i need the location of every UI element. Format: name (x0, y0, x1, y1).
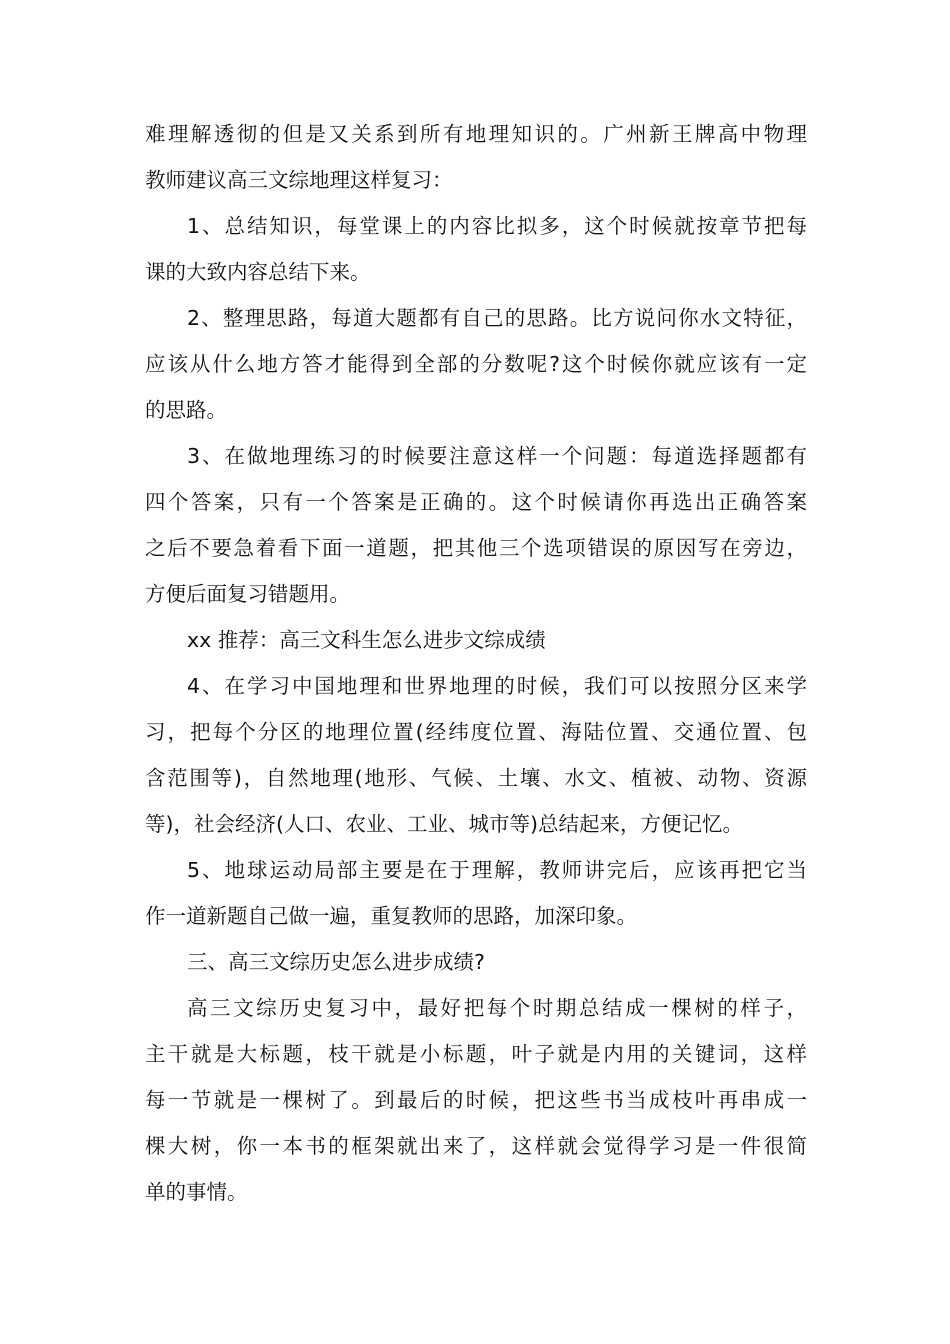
text-line: 含范围等)，自然地理(地形、气候、土壤、水文、植被、动物、资源 (145, 766, 807, 790)
text-line: 三、高三文综历史怎么进步成绩? (187, 950, 485, 974)
paragraph (145, 847, 807, 939)
text-line: 高三文综历史复习中，最好把每个时期总结成一棵树的样子， (187, 996, 807, 1020)
text-line: 5、地球运动局部主要是在于理解，教师讲完后，应该再把它当 (187, 858, 807, 882)
text-line: 主干就是大标题，枝干就是小标题，叶子就是内用的关键词，这样 (145, 1042, 807, 1066)
text-line: xx 推荐：高三文科生怎么进步文综成绩 (187, 628, 546, 652)
text-line: 1、总结知识，每堂课上的内容比拟多，这个时候就按章节把每 (187, 214, 807, 238)
paragraph (145, 939, 807, 985)
paragraph (145, 617, 807, 663)
text-line: 习，把每个分区的地理位置(经纬度位置、海陆位置、交通位置、包 (145, 720, 807, 744)
text-line: 应该从什么地方答才能得到全部的分数呢?这个时候你就应该有一定 (145, 352, 807, 376)
text-line: 的思路。 (145, 398, 227, 422)
text-line: 方便后面复习错题用。 (145, 582, 350, 606)
text-line: 4、在学习中国地理和世界地理的时候，我们可以按照分区来学 (187, 674, 807, 698)
paragraph (145, 203, 807, 295)
text-line: 教师建议高三文综地理这样复习： (145, 168, 453, 192)
text-line: 之后不要急着看下面一道题，把其他三个选项错误的原因写在旁边， (145, 536, 807, 560)
text-line: 每一节就是一棵树了。到最后的时候，把这些书当成枝叶再串成一 (145, 1088, 807, 1112)
text-line: 3、在做地理练习的时候要注意这样一个问题：每道选择题都有 (187, 444, 807, 468)
paragraph (145, 663, 807, 847)
text-line: 棵大树，你一本书的框架就出来了，这样就会觉得学习是一件很简 (145, 1134, 807, 1158)
text-line: 难理解透彻的但是又关系到所有地理知识的。广州新王牌高中物理 (145, 122, 807, 146)
text-line: 2、整理思路，每道大题都有自己的思路。比方说问你水文特征， (187, 306, 807, 330)
paragraph (145, 433, 807, 617)
paragraph (145, 985, 807, 1215)
text-line: 单的事情。 (145, 1180, 248, 1204)
document-body (145, 111, 807, 1215)
text-line: 作一道新题自己做一遍，重复教师的思路，加深印象。 (145, 904, 637, 928)
text-line: 课的大致内容总结下来。 (145, 260, 371, 284)
text-line: 等)，社会经济(人口、农业、工业、城市等)总结起来，方便记忆。 (145, 812, 743, 836)
paragraph (145, 295, 807, 433)
paragraph (145, 111, 807, 203)
text-line: 四个答案，只有一个答案是正确的。这个时候请你再选出正确答案 (145, 490, 807, 514)
